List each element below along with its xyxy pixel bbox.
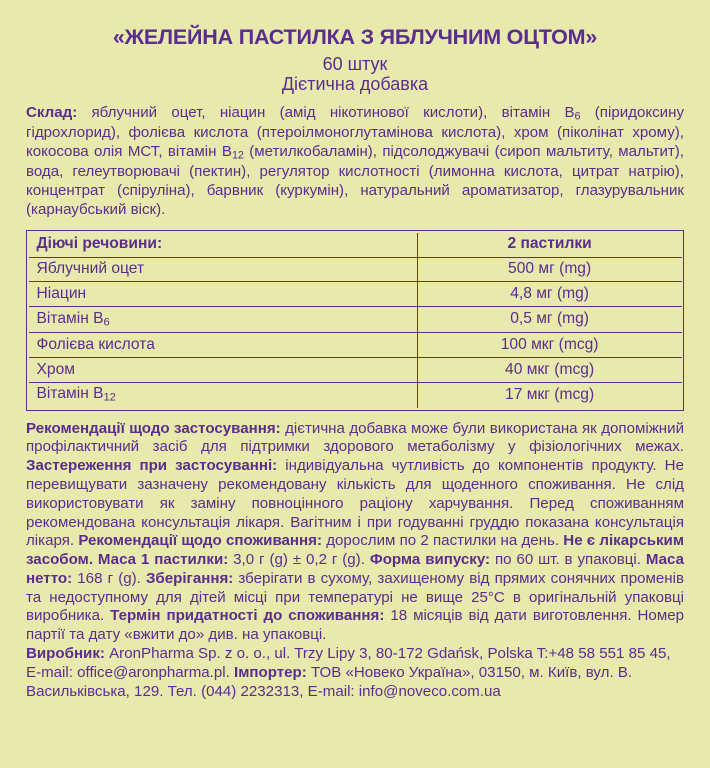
table-header-row <box>29 233 682 257</box>
ingredients-text: яблучний оцет, ніацин (амід нікотинової кислоти), вітамін $B_6$ (піридоксину гідрохлорид), фолієва кислота (птероілмоноглутамінова кислота), хром (піколінат хрому), кокосова олія МСТ, вітамін $B_{12}$ (метилкобаламін), підсолоджувачі (сироп мальтиту, мальтит), вода, гелеутворювачі (пектин), регулятор кислотності (лимонна кислота, цитрат натрію), концентрат (спіруліна), барвник (куркумін), натуральний ароматизатор, глазурувальник (карнаубський віск). <box>26 104 685 218</box>
product-title: «ЖЕЛЕЙНА ПАСТИЛКА З ЯБЛУЧНИМ ОЦТОМ» <box>112 25 598 49</box>
net-mass-label: Маса нетто: <box>26 551 685 587</box>
table-header-substance: Діючі речовини: <box>29 233 418 257</box>
table-row <box>29 307 682 333</box>
importer-text: ТОВ «Новеко Україна», 03150, м. Київ, вул. В. Васильківська, 129. Тел. (044) 2232313, E-mail: info@noveco.com.ua <box>26 663 633 700</box>
warning-text: індивідуальна чутливість до компонентів продукту. Не перевищувати зазначену рекомендовану кількість для щоденного споживання. Не слід використовувати як заміну повноцінного раціону харчування. Перед споживанням рекомендована консультація лікаря. Вагітним і при годуванні груддю показана консультація лікаря. <box>26 457 684 550</box>
table-row <box>29 382 682 408</box>
table-cell-substance: Вітамін $B_{12}$ <box>29 382 418 408</box>
table-cell-amount: 17 мкг (mcg) <box>417 382 681 408</box>
active-ingredients-table-frame <box>26 230 684 410</box>
table-cell-amount: 40 мкг (mcg) <box>417 358 681 383</box>
product-count: 60 штук <box>322 53 388 74</box>
table-cell-amount: 0,5 мг (mg) <box>417 307 681 333</box>
usage-paragraph <box>26 420 684 645</box>
table-cell-substance: Вітамін $B_6$ <box>29 307 418 333</box>
table-cell-substance: Хром <box>29 358 418 383</box>
form-text: по 60 шт. в упаковці. <box>490 551 646 569</box>
storage-text: зберігати в сухому, захищеному від прямих сонячних променів та недоступному для дітей місці при температурі не вище 25°C в оригінальній упаковці виробника. <box>26 569 684 625</box>
recommendation-text: дієтична добавка може були використана як допоміжний профілактичний засіб для підтримки здорового метаболізму у фізіологічних межах. <box>26 419 685 456</box>
shelf-life-label: Термін придатності до споживання: <box>110 607 385 625</box>
table-row <box>29 333 682 358</box>
table-row <box>29 282 682 307</box>
not-medicine-label: Не є лікарським засобом. Маса 1 пастилки: <box>26 532 684 569</box>
table-row <box>29 358 682 383</box>
table-row <box>29 257 682 282</box>
recommendation-label: Рекомендації щодо застосування: <box>26 419 281 437</box>
label-header <box>26 26 684 95</box>
net-mass-text: 168 г (g). <box>72 569 146 587</box>
table-cell-amount: 100 мкг (mcg) <box>417 333 681 358</box>
manufacturer-text: AronPharma Sp. z o. o., ul. Trzy Lipy 3, 80-172 Gdańsk, Polska T:+48 58 551 85 45, E-mail: office@aronpharma.pl. <box>26 645 671 681</box>
importer-label: Імпортер: <box>234 663 307 681</box>
form-label: Форма випуску: <box>369 551 491 569</box>
consumption-text: дорослим по 2 пастилки на день. <box>322 532 564 550</box>
manufacturer-label: Виробник: <box>26 645 105 663</box>
ingredients-paragraph <box>26 104 684 219</box>
warning-label: Застереження при застосуванні: <box>26 457 278 475</box>
table-header-dose: 2 пастилки <box>417 233 681 257</box>
pastille-mass-text: 3,0 г (g) ± 0,2 г (g). <box>228 551 370 569</box>
storage-label: Зберігання: <box>145 569 234 587</box>
table-cell-substance: Ніацин <box>29 282 418 307</box>
consumption-label: Рекомендації щодо споживання: <box>78 532 322 550</box>
shelf-life-text: 18 місяців від дати виготовлення. Номер партії та дату «вжити до» див. на упаковці. <box>26 607 684 644</box>
active-ingredients-table <box>29 233 682 408</box>
manufacturer-block <box>26 645 684 701</box>
ingredients-label: Склад: <box>26 104 78 122</box>
table-cell-amount: 4,8 мг (mg) <box>417 282 681 307</box>
table-cell-amount: 500 мг (mg) <box>417 257 681 282</box>
product-category: Дієтична добавка <box>281 74 429 95</box>
table-cell-substance: Фолієва кислота <box>29 333 418 358</box>
table-cell-substance: Яблучний оцет <box>29 257 418 282</box>
